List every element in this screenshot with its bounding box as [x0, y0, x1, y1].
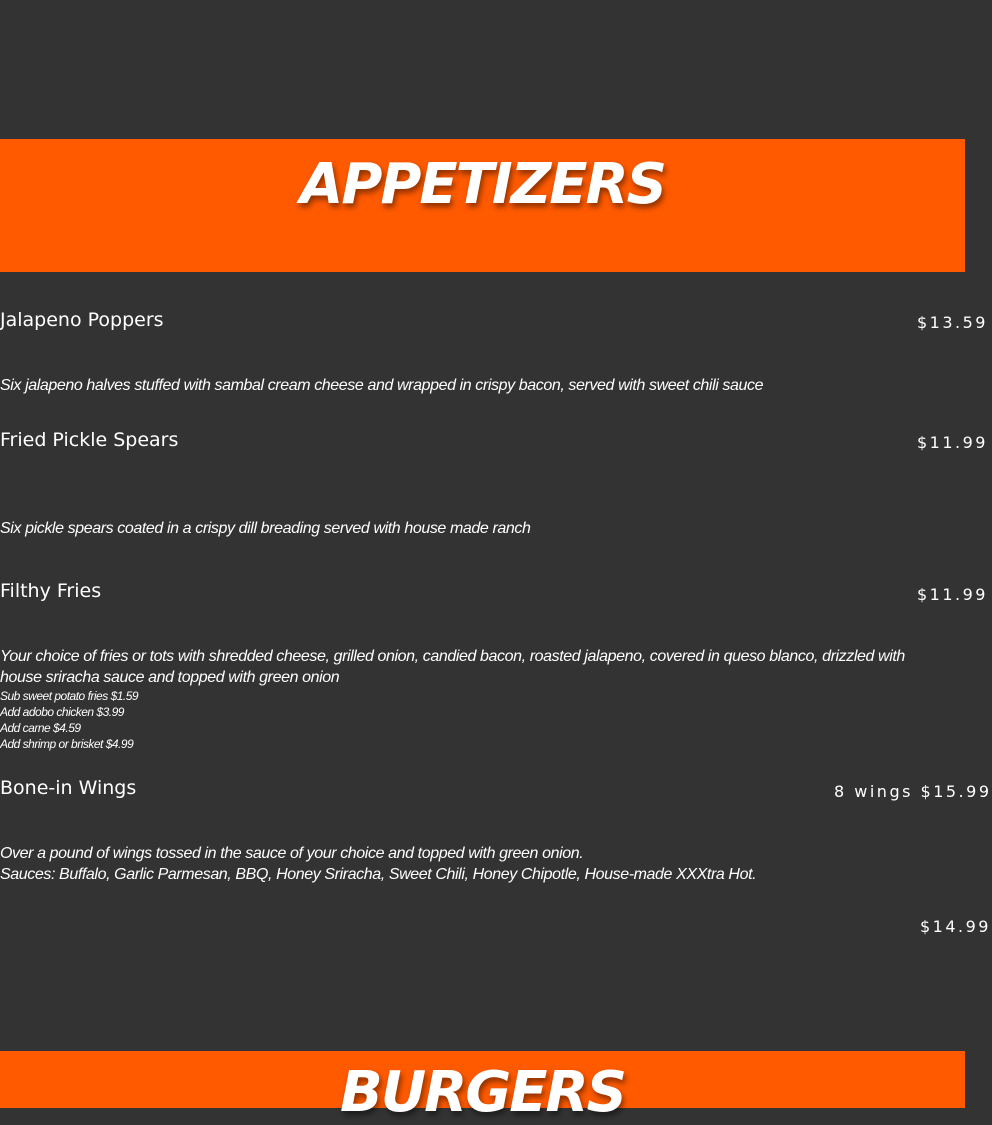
- addon-shrimp-or-brisket: Add shrimp or brisket $4.99: [0, 737, 134, 751]
- item-extra-price: $14.99: [920, 917, 991, 936]
- burgers-banner: [0, 1051, 965, 1125]
- item-name-jalapeno-poppers: Jalapeno Poppers: [0, 309, 164, 331]
- addon-sweet-potato-fries: Sub sweet potato fries $1.59: [0, 689, 139, 703]
- item-description-filthy-fries-line-2: house sriracha sauce and topped with green onion: [0, 669, 340, 686]
- item-description-jalapeno-poppers: Six jalapeno halves stuffed with sambal cream cheese and wrapped in crispy bacon, served with sweet chili sauce: [0, 377, 764, 394]
- burgers-heading: BURGERS: [340, 1060, 625, 1125]
- item-price-bone-in-wings: 8 wings $15.99: [834, 782, 992, 801]
- item-description-filthy-fries-line-1: Your choice of fries or tots with shredded cheese, grilled onion, candied bacon, roasted jalapeno, covered in queso blanco, drizzled with: [0, 648, 905, 665]
- item-description-bone-in-wings-line-2: Sauces: Buffalo, Garlic Parmesan, BBQ, Honey Sriracha, Sweet Chili, Honey Chipotle, House-made XXXtra Hot.: [0, 866, 757, 883]
- addon-adobo-chicken: Add adobo chicken $3.99: [0, 705, 124, 719]
- item-name-filthy-fries: Filthy Fries: [0, 580, 102, 602]
- item-price-jalapeno-poppers: $13.59: [917, 313, 988, 332]
- item-description-bone-in-wings-line-1: Over a pound of wings tossed in the sauce of your choice and topped with green onion.: [0, 845, 584, 862]
- appetizers-heading: APPETIZERS: [299, 152, 666, 217]
- item-description-fried-pickle-spears: Six pickle spears coated in a crispy dill breading served with house made ranch: [0, 520, 531, 537]
- addon-carne: Add carne $4.59: [0, 721, 81, 735]
- appetizers-banner: [0, 139, 965, 272]
- item-name-bone-in-wings: Bone-in Wings: [0, 777, 137, 799]
- item-price-filthy-fries: $11.99: [917, 585, 988, 604]
- item-name-fried-pickle-spears: Fried Pickle Spears: [0, 429, 179, 451]
- item-price-fried-pickle-spears: $11.99: [917, 433, 988, 452]
